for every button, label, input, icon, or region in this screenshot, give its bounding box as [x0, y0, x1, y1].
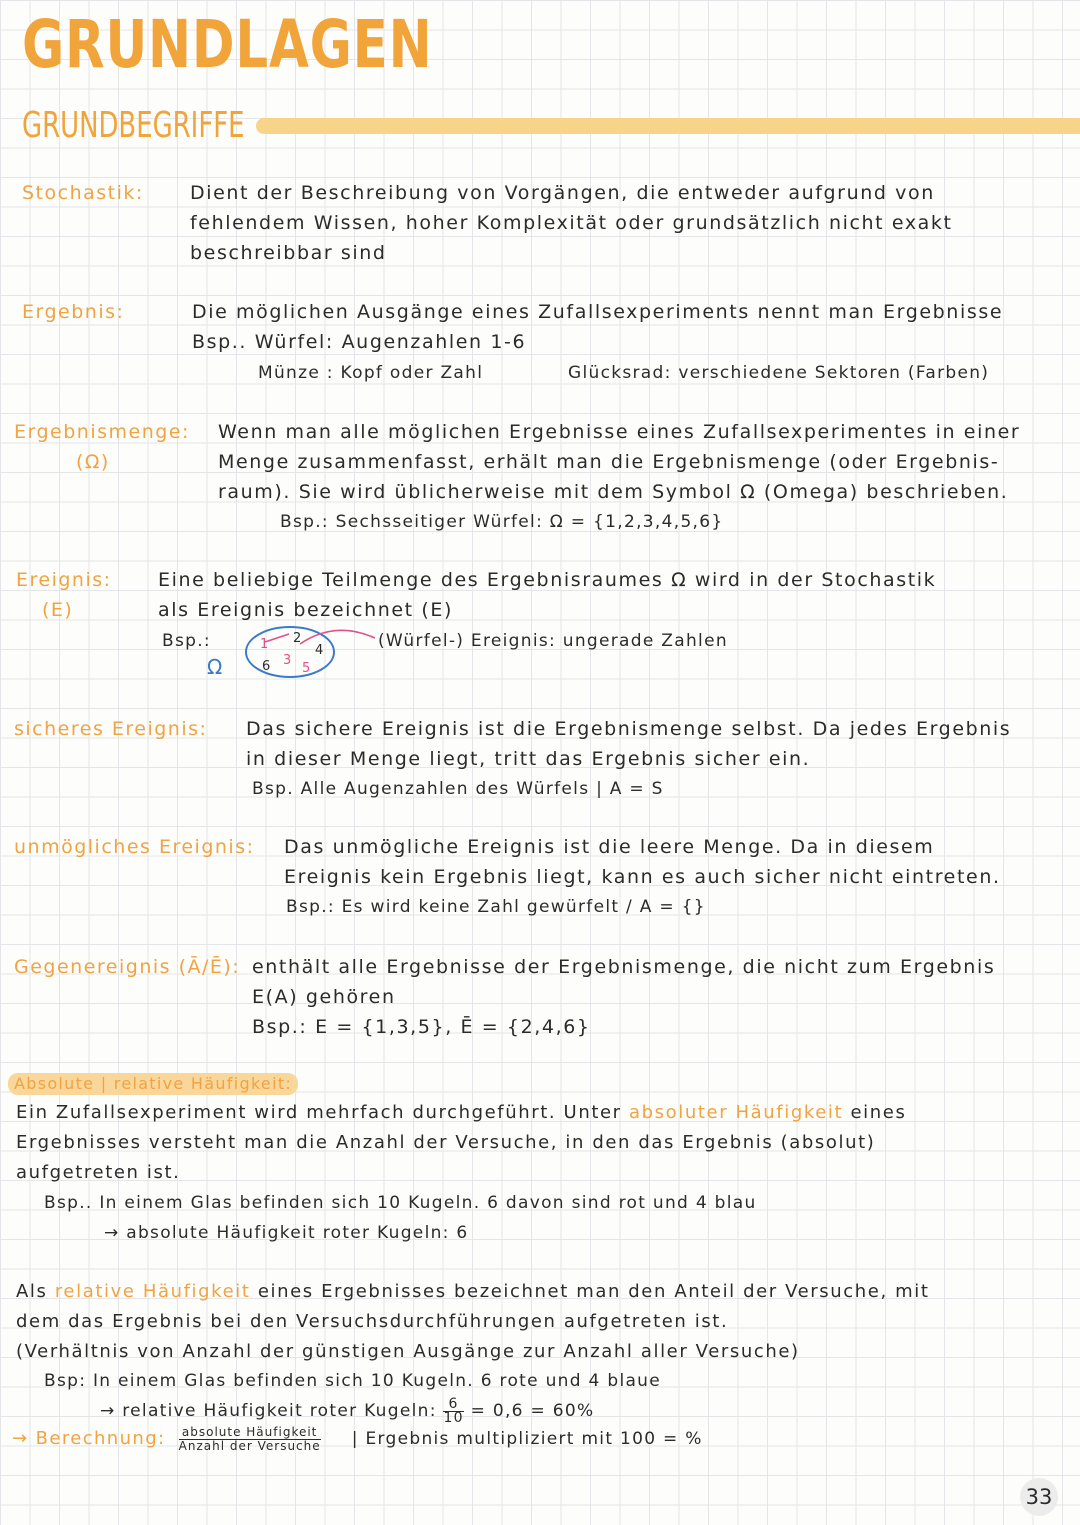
example-relative-result [100, 1396, 594, 1426]
set-diagram [205, 622, 375, 686]
highlight-absolute: absoluter Häufigkeit [629, 1102, 844, 1123]
definition-unmoegliches-ereignis [284, 832, 1001, 922]
definition-ereignis [158, 565, 936, 625]
annotation-arrow [300, 630, 375, 644]
omega-label: Ω [207, 655, 223, 679]
section-title: GRUNDBEGRIFFE [22, 105, 245, 146]
text-line: Dient der Beschreibung von Vorgängen, die entweder aufgrund von [190, 182, 935, 204]
definition-gegenereignis [252, 952, 995, 1042]
fraction-denominator: Anzahl der Versuche [178, 1439, 321, 1453]
text-line: Bsp.: E = {1,3,5}, Ē = {2,4,6} [252, 1016, 591, 1038]
text-line [16, 1098, 906, 1128]
text-line: Bsp. Alle Augenzahlen des Würfels | A = S [252, 779, 664, 799]
set-number: 5 [302, 661, 311, 676]
definition-stochastik [190, 178, 953, 268]
set-number: 3 [283, 653, 292, 668]
text-line: E(A) gehören [252, 986, 396, 1008]
text-segment: = 0,6 = 60% [470, 1401, 595, 1421]
example-coin: Münze : Kopf oder Zahl [258, 363, 484, 383]
fraction [443, 1395, 464, 1426]
example-absolute-result: → absolute Häufigkeit roter Kugeln: 6 [104, 1223, 469, 1243]
definition-ergebnis [192, 297, 1003, 357]
definition-sicheres-ereignis [246, 714, 1011, 804]
text-segment: eines Ergebnisses bezeichnet man den Anteil der Versuche, mit [250, 1281, 930, 1302]
text-line: dem das Ergebnis bei den Versuchsdurchführungen aufgetreten ist. [16, 1311, 729, 1332]
set-number: 2 [293, 631, 302, 646]
heading-haeufigkeit: Absolute | relative Häufigkeit: [8, 1073, 298, 1095]
example-ereignis-text: (Würfel-) Ereignis: ungerade Zahlen [378, 631, 728, 651]
text-line: fehlendem Wissen, hoher Komplexität oder grundsätzlich nicht exakt [190, 212, 953, 234]
example-relative: Bsp: In einem Glas befinden sich 10 Kugeln. 6 rote und 4 blaue [44, 1371, 662, 1391]
text-line: beschreibbar sind [190, 242, 387, 264]
text-line: enthält alle Ergebnisse der Ergebnismenge, die nicht zum Ergebnis [252, 956, 996, 978]
inner-arrow [265, 634, 289, 642]
text-line: Menge zusammenfasst, erhält man die Ergebnismenge (oder Ergebnis- [218, 451, 1000, 473]
text-line: Bsp.. Würfel: Augenzahlen 1-6 [192, 331, 527, 353]
text-line: Das sichere Ereignis ist die Ergebnismenge selbst. Da jedes Ergebnis [246, 718, 1012, 740]
text-segment: Ein Zufallsexperiment wird mehrfach durchgeführt. Unter [16, 1102, 629, 1123]
text-line: Eine beliebige Teilmenge des Ergebnisraumes Ω wird in der Stochastik [158, 569, 937, 591]
term-gegenereignis: Gegenereignis (Ā/Ē): [14, 956, 241, 978]
text-line: Wenn man alle möglichen Ergebnisse eines Zufallsexperimentes in einer [218, 421, 1021, 443]
calculation-row [12, 1424, 703, 1454]
calculation-fraction [179, 1426, 321, 1453]
text-segment: eines [843, 1102, 907, 1123]
definition-ergebnismenge [218, 417, 1020, 507]
text-line: Das unmögliche Ereignis ist die leere Menge. Da in diesem [284, 836, 935, 858]
fraction-numerator: 6 [443, 1398, 463, 1412]
text-line: Ereignis kein Ergebnis liegt, kann es auch sicher nicht eintreten. [284, 866, 1001, 888]
set-number: 1 [260, 637, 269, 652]
example-wheel: Glücksrad: verschiedene Sektoren (Farben) [568, 363, 990, 383]
term-stochastik: Stochastik: [22, 182, 144, 204]
fraction-numerator: absolute Häufigkeit [179, 1426, 321, 1440]
set-diagram-svg [205, 622, 375, 682]
text-line: als Ereignis bezeichnet (E) [158, 599, 453, 621]
highlight-relative: relative Häufigkeit [54, 1281, 251, 1302]
page-title: GRUNDLAGEN [22, 6, 433, 83]
example-ergebnismenge: Bsp.: Sechsseitiger Würfel: Ω = {1,2,3,4,5,6} [280, 512, 724, 532]
text-segment: Als [16, 1281, 55, 1302]
term-unmoegliches-ereignis: unmögliches Ereignis: [14, 836, 255, 858]
text-segment: → relative Häufigkeit roter Kugeln: [100, 1401, 437, 1421]
page-number: 33 [1020, 1478, 1058, 1516]
paragraph-absolute [16, 1098, 906, 1188]
symbol-e: (E) [42, 599, 74, 621]
text-line: raum). Sie wird üblicherweise mit dem Symbol Ω (Omega) beschrieben. [218, 481, 1009, 503]
text-line: in dieser Menge liegt, tritt das Ergebnis sicher ein. [246, 748, 811, 770]
example-label: Bsp.: [162, 631, 211, 651]
term-ergebnis: Ergebnis: [22, 301, 125, 323]
text-line: Bsp.: Es wird keine Zahl gewürfelt / A = {} [286, 897, 706, 917]
text-line: Die möglichen Ausgänge eines Zufallsexperiments nennt man Ergebnisse [192, 301, 1004, 323]
calculation-note: | Ergebnis multipliziert mit 100 = % [351, 1429, 703, 1449]
text-line: aufgetreten ist. [16, 1162, 181, 1183]
example-absolute: Bsp.. In einem Glas befinden sich 10 Kugeln. 6 davon sind rot und 4 blau [44, 1193, 757, 1213]
text-line [16, 1277, 930, 1307]
set-number: 6 [262, 659, 271, 674]
term-ergebnismenge: Ergebnismenge: [14, 421, 190, 443]
set-number: 4 [315, 643, 324, 658]
calculation-label: → Berechnung: [12, 1428, 166, 1449]
term-sicheres-ereignis: sicheres Ereignis: [14, 718, 208, 740]
paragraph-relative [16, 1277, 930, 1367]
term-ereignis: Ereignis: [16, 569, 112, 591]
symbol-omega: (Ω) [76, 451, 110, 473]
text-line: (Verhältnis von Anzahl der günstigen Ausgänge zur Anzahl aller Versuche) [16, 1341, 800, 1362]
title-underline-bar [256, 118, 1080, 134]
fraction-denominator: 10 [443, 1409, 464, 1426]
text-line: Ergebnisses versteht man die Anzahl der Versuche, in den das Ergebnis (absolut) [16, 1132, 876, 1153]
